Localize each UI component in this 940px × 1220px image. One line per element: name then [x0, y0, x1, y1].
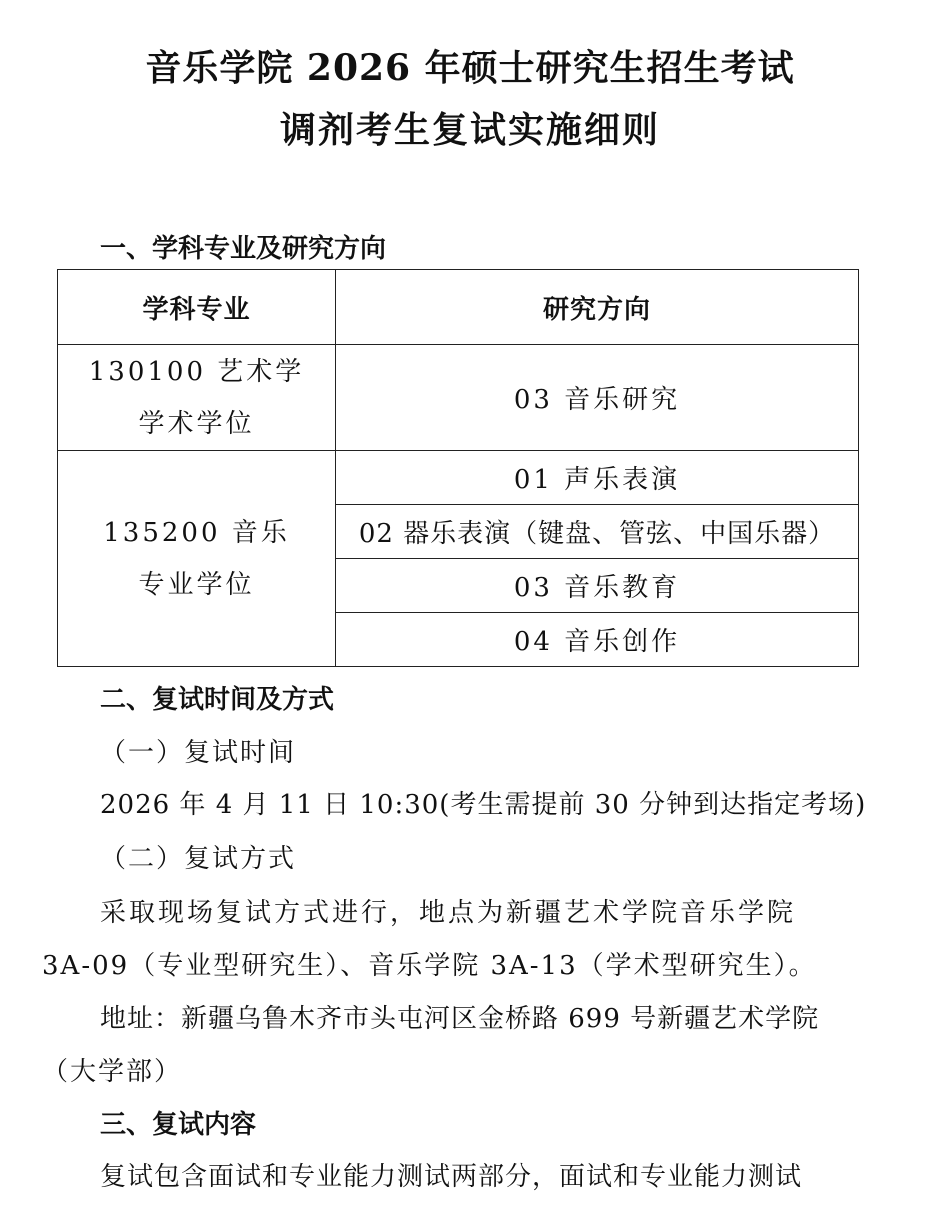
direction-cell: 02 器乐表演（键盘、管弦、中国乐器） [336, 505, 859, 559]
table-header-row [58, 270, 859, 345]
section2-heading: 二、复试时间及方式 [100, 685, 335, 715]
table-row [58, 451, 859, 505]
discipline-table [57, 269, 859, 667]
discipline-code: 130100 艺术学 [88, 356, 305, 387]
table-row [58, 345, 859, 451]
section1-heading: 一、学科专业及研究方向 [100, 234, 387, 264]
header-direction: 研究方向 [336, 270, 859, 345]
exam-time-text: 2026 年 4 月 11 日 10:30(考生需提前 30 分钟到达指定考场) [100, 790, 867, 820]
document-title-line1: 音乐学院 2026 年硕士研究生招生考试 [145, 47, 795, 89]
direction-cell: 01 声乐表演 [336, 451, 859, 505]
method-text-line1: 采取现场复试方式进行，地点为新疆艺术学院音乐学院 [100, 898, 797, 928]
address-text-line1: 地址：新疆乌鲁木齐市头屯河区金桥路 699 号新疆艺术学院 [100, 1004, 820, 1034]
direction-cell: 04 音乐创作 [336, 613, 859, 667]
direction-cell: 03 音乐教育 [336, 559, 859, 613]
header-discipline: 学科专业 [58, 270, 336, 345]
degree-type: 专业学位 [138, 569, 255, 600]
method-subheading: （二）复试方式 [100, 844, 297, 874]
section3-heading: 三、复试内容 [100, 1110, 257, 1140]
discipline-code: 135200 音乐 [103, 517, 290, 548]
degree-type: 学术学位 [138, 408, 255, 439]
address-text-line2: （大学部） [42, 1057, 183, 1087]
direction-cell: 03 音乐研究 [336, 345, 859, 451]
content-text-line1: 复试包含面试和专业能力测试两部分，面试和专业能力测试 [100, 1162, 803, 1192]
document-title-line2: 调剂考生复试实施细则 [279, 109, 660, 151]
method-text-line2: 3A-09（专业型研究生）、音乐学院 3A-13（学术型研究生）。 [42, 951, 817, 981]
discipline-cell [58, 451, 336, 667]
time-subheading: （一）复试时间 [100, 738, 297, 768]
discipline-cell [58, 345, 336, 451]
